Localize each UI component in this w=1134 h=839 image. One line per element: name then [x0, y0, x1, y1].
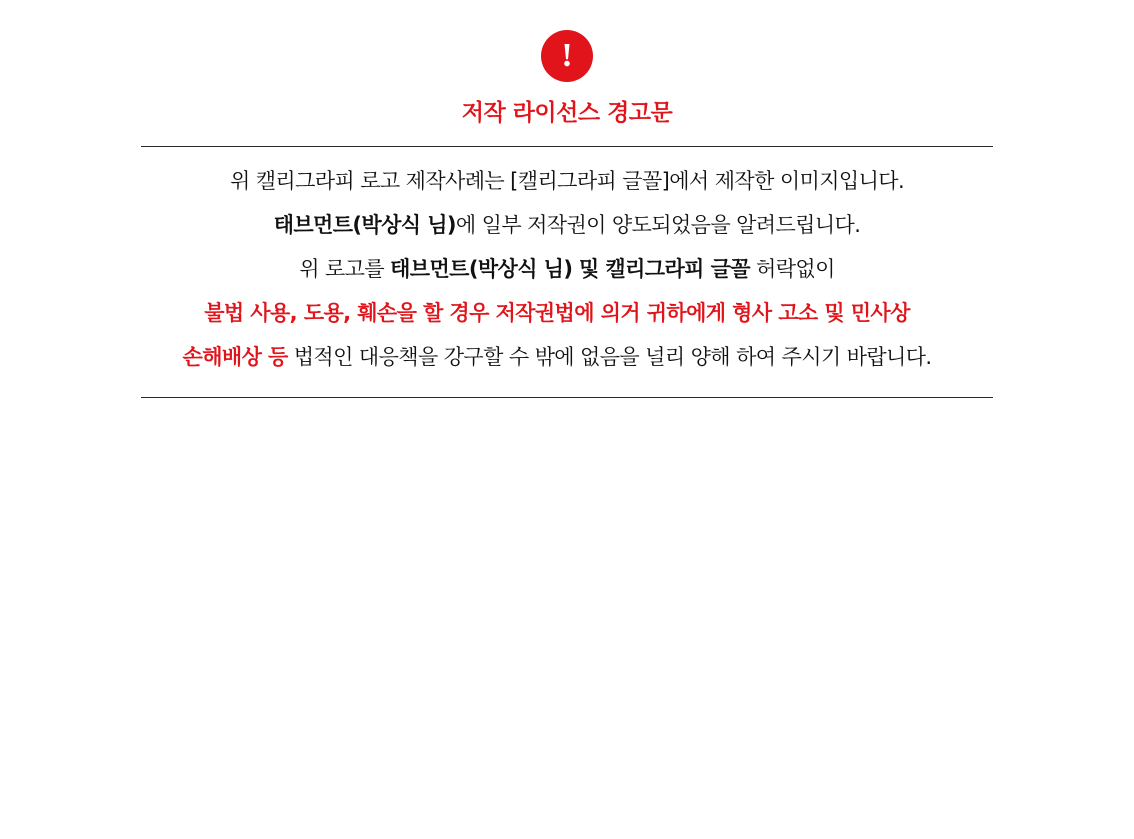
line-3-segment-1: 위 로고를 [299, 257, 391, 281]
notice-line-2 [141, 203, 993, 247]
warning-icon-container [0, 0, 1134, 82]
line-2-segment-2: 에 일부 저작권이 양도되었음을 알려드립니다. [455, 213, 861, 237]
line-1-segment-1: 위 캘리그라피 로고 제작사례는 [캘리그라피 글꼴]에서 제작한 이미지입니다. [229, 169, 905, 193]
notice-line-5 [131, 335, 983, 379]
line-2-segment-1: 태브먼트(박상식 님) [273, 213, 456, 237]
exclamation-circle-icon: ! [541, 30, 593, 82]
copyright-warning-notice [0, 0, 1134, 398]
page-title: 저작 라이선스 경고문 [461, 100, 673, 126]
notice-line-4 [131, 291, 983, 335]
notice-body [141, 146, 993, 398]
line-5-segment-1: 손해배상 등 [182, 345, 288, 369]
notice-line-3 [141, 247, 993, 291]
line-5-segment-2: 법적인 대응책을 강구할 수 밖에 없음을 널리 양해 하여 주시기 바랍니다. [287, 345, 932, 369]
notice-line-1 [141, 159, 993, 203]
line-4-segment-1: 불법 사용, 도용, 훼손을 할 경우 저작권법에 의거 귀하에게 형사 고소 및 민사상 [204, 301, 910, 325]
line-3-segment-3: 허락없이 [749, 257, 835, 281]
line-3-segment-2: 태브먼트(박상식 님) 및 캘리그라피 글꼴 [390, 257, 750, 281]
